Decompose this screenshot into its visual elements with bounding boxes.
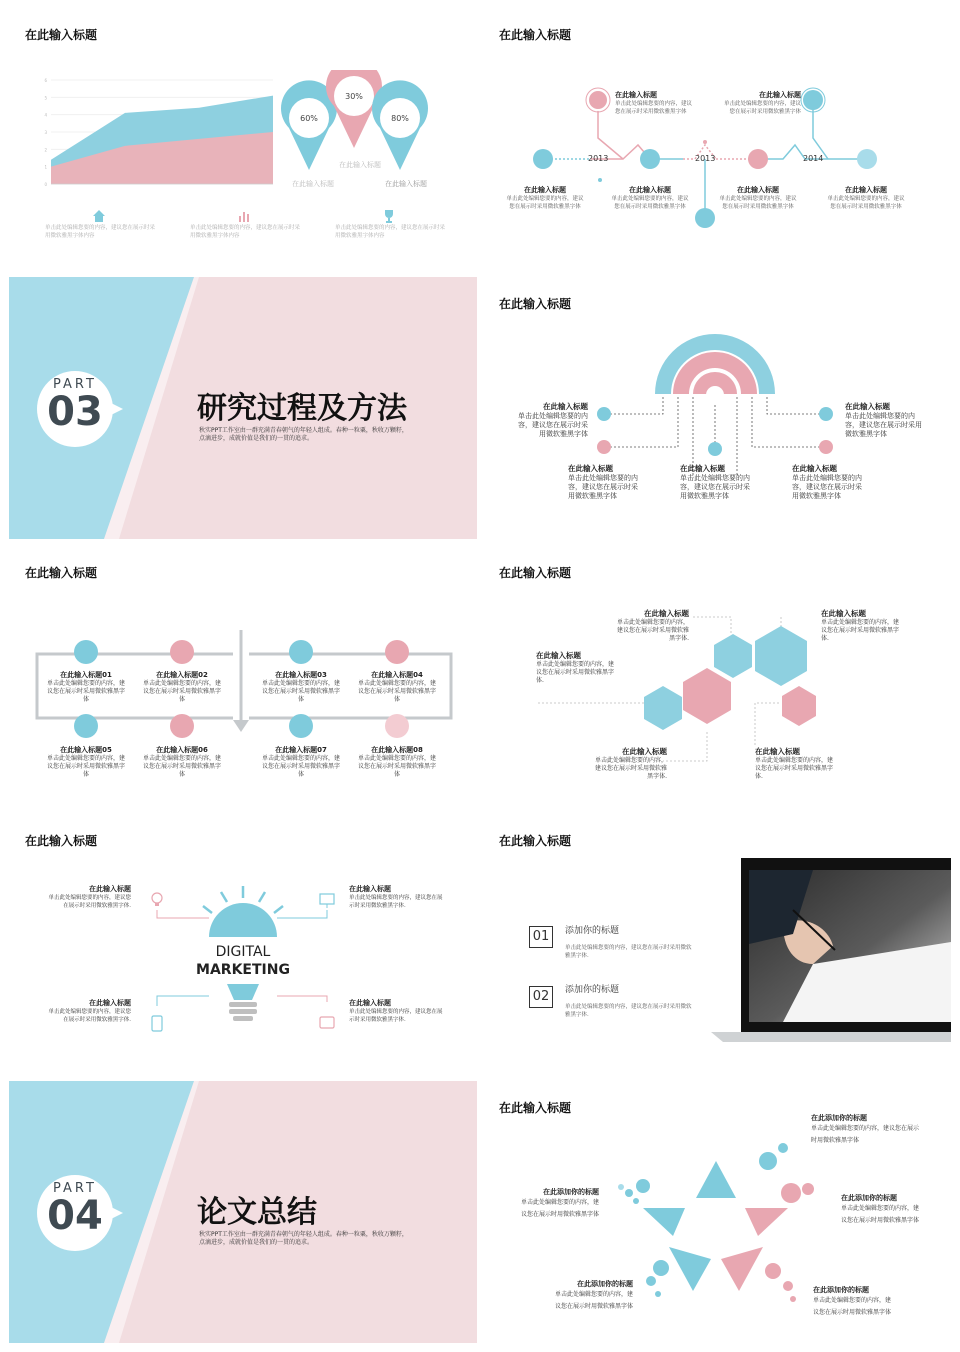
item-text: 单击此处编辑您要的内容，建议您在展示时采用微软雅黑字体. <box>48 895 131 909</box>
hex-item <box>821 608 901 643</box>
item-text: 单击此处编辑您要的内容，建议您在展示时采用微软雅黑字体. <box>349 895 443 909</box>
pin-value: 30% <box>345 92 363 101</box>
y-tick-label: 5 <box>44 95 47 101</box>
star-item <box>811 1113 921 1147</box>
timeline-item <box>610 185 690 211</box>
pin-label: 在此输入标题 <box>292 180 334 188</box>
slide-rainbow <box>483 277 951 539</box>
y-tick-label: 0 <box>44 182 47 187</box>
item-head: 在此输入标题 <box>89 885 131 893</box>
flow-item <box>357 745 437 779</box>
star-item <box>813 1285 893 1319</box>
y-tick-label: 3 <box>44 130 47 135</box>
pin-value: 60% <box>300 114 318 123</box>
y-tick-label: 4 <box>44 112 47 118</box>
item-text: 单击此处编辑您要的内容，建议您在展示时采用微软雅黑字体. <box>565 1004 692 1018</box>
section-heading: 论文总结 <box>197 1195 317 1230</box>
slide-section-04 <box>9 1081 477 1343</box>
item-head: 在此输入标题 <box>89 999 131 1007</box>
laptop-photo <box>483 814 951 1076</box>
year-label: 2013 <box>588 154 609 163</box>
hex-item <box>591 746 667 781</box>
part-label: PART <box>53 377 97 392</box>
dm-item <box>47 884 131 910</box>
item-number-box: 01 <box>529 926 553 948</box>
slide-title: 在此输入标题 <box>25 566 98 580</box>
item-text: 单击此处编辑您要的内容，建议您在展示时采用微软雅黑字体 <box>845 412 922 438</box>
timeline-item <box>615 90 693 116</box>
item-number-box: 02 <box>529 986 553 1008</box>
section-heading: 研究过程及方法 <box>197 391 407 426</box>
item-head: 在此添加你的标题 <box>577 1280 633 1288</box>
slide-timeline <box>483 8 951 270</box>
item-text: 单击此处编辑您要的内容，建议您在展示时采用微软雅黑字体. <box>565 945 692 959</box>
timeline-graphic <box>483 8 951 270</box>
home-icon <box>92 209 106 223</box>
star-item <box>521 1187 599 1221</box>
item-head: 在此输入标题 <box>680 464 725 473</box>
item-head: 在此输入标题03 <box>275 671 327 679</box>
timeline-item <box>718 185 798 211</box>
item-text: 单击此处编辑您要的内容，建议您在展示时采用微软雅黑字体 <box>142 680 221 703</box>
timeline-item <box>723 90 801 116</box>
hex-item <box>755 746 835 781</box>
timeline-item <box>505 185 585 211</box>
item-head: 在此输入标题02 <box>156 671 208 679</box>
item-head: 添加你的标题 <box>565 926 620 936</box>
rainbow-item <box>513 401 588 439</box>
flow-item <box>46 745 126 779</box>
bar-chart-icon <box>237 209 251 223</box>
area-chart <box>39 76 279 206</box>
pin-label: 在此输入标题 <box>339 161 381 169</box>
flow-item <box>46 670 126 704</box>
slide-title: 在此输入标题 <box>499 566 572 580</box>
timeline-item <box>826 185 906 211</box>
slide-section-03 <box>9 277 477 539</box>
slide-title: 在此输入标题 <box>499 297 572 311</box>
item-head: 在此添加你的标题 <box>813 1286 869 1294</box>
part-number: 03 <box>47 389 103 435</box>
item-head: 在此输入标题 <box>536 651 581 660</box>
rainbow-item <box>680 463 754 501</box>
item-text: 单击此处编辑您要的内容，建议您在展示时采用微软雅黑字体 <box>357 755 436 778</box>
item-text: 单击此处编辑您要的内容，建议您在展示时采用微软雅黑字体 <box>261 680 340 703</box>
wallet-icon <box>320 1017 334 1028</box>
item-text: 单击此处编辑您要的内容，建议您在展示时采用微软雅黑字体 <box>827 196 905 210</box>
part-label: PART <box>53 1181 97 1196</box>
item-head: 在此输入标题 <box>349 999 391 1007</box>
item-text: 单击此处编辑您要的内容，建议您在展示时用微软雅黑字体 <box>813 1297 892 1316</box>
star-item <box>841 1193 921 1227</box>
dm-item <box>349 998 443 1024</box>
item-head: 在此输入标题06 <box>156 746 208 754</box>
monitor-icon <box>320 894 334 908</box>
pin-value: 80% <box>391 114 409 123</box>
item-text: 单击此处编辑您要的内容，建议您在展示时采用微软雅黑字体. <box>594 757 667 780</box>
slide-laptop <box>483 814 951 1076</box>
item-text: 单击此处编辑您要的内容，建议您在展示时用微软雅黑字体 <box>811 1125 920 1144</box>
flow-item <box>142 745 222 779</box>
marketing-text: MARKETING <box>196 962 290 978</box>
item-text: 单击此处编辑您要的内容，建议您在展示时采用微软雅黑字体 <box>611 196 689 210</box>
item-head: 在此输入标题 <box>759 91 801 99</box>
item-head: 在此输入标题04 <box>371 671 423 679</box>
item-head: 在此添加你的标题 <box>543 1188 599 1196</box>
item-text: 单击此处编辑您要的内容，建议您在展示时采用微软雅黑字体 <box>357 680 436 703</box>
item-text: 单击此处编辑您要的内容，建议您在展示时采用微软雅黑字体 <box>518 412 588 438</box>
item-text: 单击此处编辑您要的内容，建议您在展示时采用微软雅黑字体. <box>349 1009 443 1023</box>
tablet-icon <box>152 1016 162 1031</box>
item-text: 单击此处编辑您要的内容，建议您在展示时采用微软雅黑字体 <box>615 101 693 115</box>
item-head: 在此输入标题 <box>622 747 667 756</box>
slide-title: 在此输入标题 <box>499 1101 572 1115</box>
slide-title: 在此输入标题 <box>25 28 98 42</box>
lightbulb-small-icon <box>152 893 162 906</box>
dm-item <box>349 884 443 910</box>
item-text: 单击此处编辑您要的内容，建议您在展示时采用微软雅黑字体 <box>142 755 221 778</box>
item-text: 单击此处编辑您要的内容，建议您在展示时采用微软雅黑字体. <box>821 619 900 642</box>
slide-eight-items <box>9 546 477 808</box>
rainbow-item <box>792 463 866 501</box>
slide-title: 在此输入标题 <box>499 834 572 848</box>
item-text: 单击此处编辑您要的内容，建议您在展示时采用微软雅黑字体 <box>723 101 801 115</box>
slide-title: 在此输入标题 <box>499 28 572 42</box>
flow-item <box>261 745 341 779</box>
star-item <box>555 1279 633 1313</box>
item-text: 单击此处编辑您要的内容，建议您在展示时采用微软雅黑字体 <box>506 196 584 210</box>
item-text: 单击此处编辑您要的内容，建议您在展示时采用微软雅黑字体 <box>261 755 340 778</box>
item-head: 在此输入标题 <box>629 186 671 194</box>
item-text: 单击此处编辑您要的内容，建议您在展示时采用微软雅黑字体. <box>755 757 834 780</box>
item-head: 在此输入标题 <box>568 464 613 473</box>
item-head: 在此输入标题 <box>792 464 837 473</box>
rainbow-item <box>845 401 923 439</box>
hex-item <box>536 650 616 685</box>
digital-text: DIGITAL <box>215 944 271 960</box>
section-subtitle: 秋实PPT工作室由一群充满青春朝气的年轻人组成。春种一粒粟，秋收万颗籽，点滴进步，成就价值是我们的一贯的追求。 <box>199 427 408 442</box>
flow-item <box>142 670 222 704</box>
item-text: 单击此处编辑您要的内容，建议您在展示时采用微软雅黑字体 <box>46 755 125 778</box>
item-head: 在此输入标题 <box>845 402 890 411</box>
desc: 单击此处编辑您要的内容，建议您在展示时采用微软雅黑字体内容 <box>45 225 156 239</box>
item-head: 在此添加你的标题 <box>841 1194 897 1202</box>
hex-item <box>613 608 689 643</box>
y-tick-label: 1 <box>44 164 47 170</box>
item-head: 在此输入标题 <box>524 186 566 194</box>
desc: 单击此处编辑您要的内容，建议您在展示时采用微软雅黑字体内容 <box>190 225 301 239</box>
slide-digital-marketing <box>9 814 477 1076</box>
rainbow-item <box>568 463 642 501</box>
item-text: 单击此处编辑您要的内容，建议您在展示时用微软雅黑字体 <box>521 1199 600 1218</box>
item-text: 单击此处编辑您要的内容，建议您在展示时采用微软雅黑字体 <box>792 474 862 500</box>
year-label: 2013 <box>695 154 716 163</box>
slide-star <box>483 1081 951 1343</box>
flow-item <box>261 670 341 704</box>
item-head: 在此输入标题01 <box>60 671 112 679</box>
item-text: 单击此处编辑您要的内容，建议您在展示时采用微软雅黑字体. <box>48 1009 131 1023</box>
item-text: 单击此处编辑您要的内容，建议您在展示时采用微软雅黑字体 <box>680 474 750 500</box>
section-subtitle: 秋实PPT工作室由一群充满青春朝气的年轻人组成。春种一粒粟，秋收万颗籽，点滴进步，成就价值是我们的一贯的追求。 <box>199 1231 408 1246</box>
item-head: 在此添加你的标题 <box>811 1114 867 1122</box>
item-text: 单击此处编辑您要的内容，建议您在展示时采用微软雅黑字体 <box>719 196 797 210</box>
desc: 单击此处编辑您要的内容，建议您在展示时采用微软雅黑字体内容 <box>335 225 446 239</box>
trophy-icon <box>382 209 396 223</box>
item-text: 单击此处编辑您要的内容，建议您在展示时采用微软雅黑字体 <box>568 474 638 500</box>
y-tick-label: 6 <box>44 78 47 83</box>
part-number: 04 <box>47 1193 103 1239</box>
slide-area-chart <box>9 8 477 270</box>
item-head: 在此输入标题 <box>845 186 887 194</box>
item-head: 在此输入标题 <box>615 91 657 99</box>
pin-label: 在此输入标题 <box>385 180 427 188</box>
item-head: 在此输入标题05 <box>60 746 112 754</box>
item-head: 在此输入标题 <box>821 609 866 618</box>
slide-title: 在此输入标题 <box>25 834 98 848</box>
item-text: 单击此处编辑您要的内容，建议您在展示时采用微软雅黑字体. <box>536 661 615 684</box>
item-head: 在此输入标题 <box>644 609 689 618</box>
year-label: 2014 <box>803 154 824 163</box>
dm-item <box>47 998 131 1024</box>
item-head: 在此输入标题 <box>737 186 779 194</box>
slide-hexagons <box>483 546 951 808</box>
item-head: 添加你的标题 <box>565 985 620 995</box>
item-head: 在此输入标题 <box>349 885 391 893</box>
y-tick-label: 2 <box>44 147 47 153</box>
pin-80 <box>372 80 428 170</box>
item-text: 单击此处编辑您要的内容，建议您在展示时用微软雅黑字体 <box>841 1205 920 1224</box>
flow-item <box>357 670 437 704</box>
item-text: 单击此处编辑您要的内容，建议您在展示时采用微软雅黑字体 <box>46 680 125 703</box>
item-text: 单击此处编辑您要的内容，建议您在展示时用微软雅黑字体 <box>555 1291 634 1310</box>
item-head: 在此输入标题07 <box>275 746 327 754</box>
item-head: 在此输入标题 <box>543 402 588 411</box>
item-head: 在此输入标题08 <box>371 746 423 754</box>
item-head: 在此输入标题 <box>755 747 800 756</box>
item-text: 单击此处编辑您要的内容，建议您在展示时采用微软雅黑字体. <box>616 619 689 642</box>
